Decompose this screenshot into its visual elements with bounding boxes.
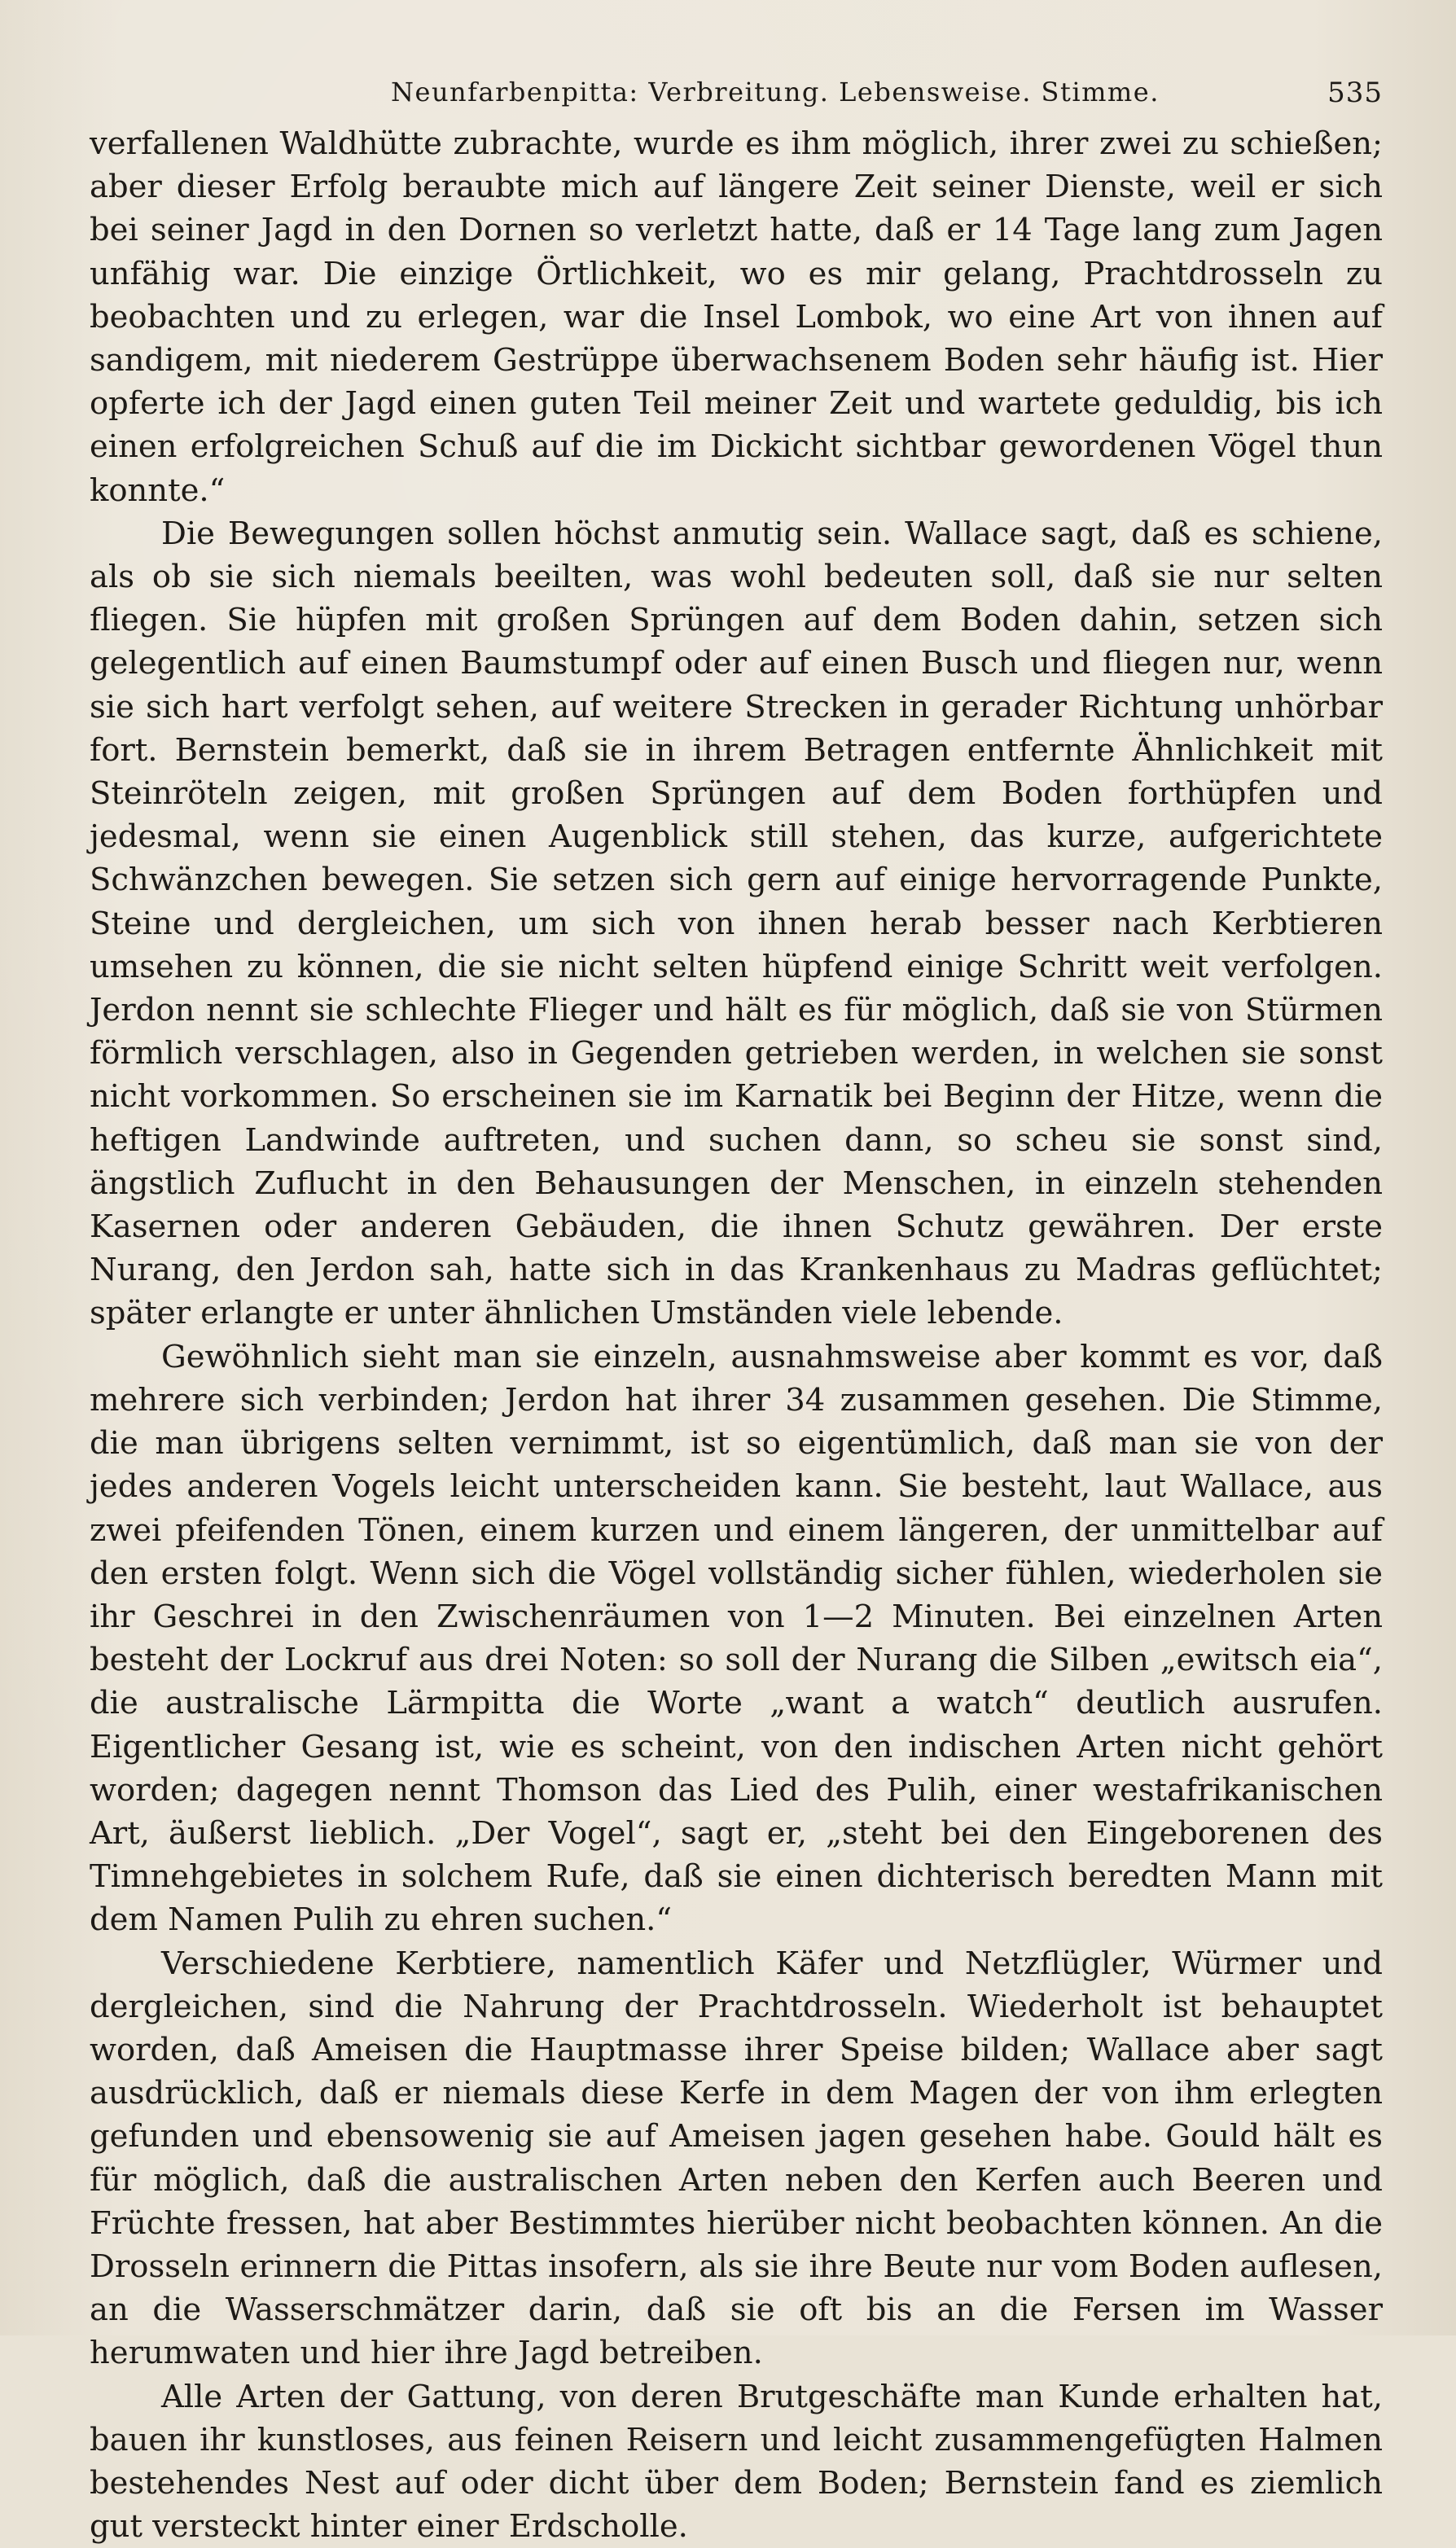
body-text bbox=[90, 122, 1383, 2548]
paragraph-nesting: Alle Arten der Gattung, von deren Brutgeschäfte man Kunde erhalten hat, bauen ihr kunstloses, aus feinen Reisern und leicht zusammengefügten Halmen bestehendes Nest auf oder dicht über dem Boden; Bernstein fand es ziemlich gut versteckt hinter einer Erdscholle. bbox=[90, 2378, 1383, 2546]
page-number: 535 bbox=[1327, 77, 1383, 109]
running-title: Neunfarbenpitta: Verbreitung. Lebensweise. Stimme. bbox=[391, 77, 1160, 107]
paragraph-food: Verschiedene Kerbtiere, namentlich Käfer und Netzflügler, Würmer und dergleichen, sind die Nahrung der Prachtdrosseln. Wiederholt ist behauptet worden, daß Ameisen die Hauptmasse ihrer Speise bilden; Wallace aber sagt ausdrücklich, daß er niemals diese Kerfe in dem Magen der von ihm erlegten gefunden und ebensowenig sie auf Ameisen jagen gesehen habe. Gould hält es für möglich, daß die australischen Arten neben den Kerfen auch Beeren und Früchte fressen, hat aber Bestimmtes hierüber nicht beobachten können. An die Drosseln erinnern die Pittas insofern, als sie ihre Beute nur vom Boden auflesen, an die Wasserschmätzer darin, daß sie oft bis an die Fersen im Wasser herumwaten und hier ihre Jagd betreiben. bbox=[90, 1945, 1383, 2372]
paragraph-hunting-account: verfallenen Waldhütte zubrachte, wurde es ihm möglich, ihrer zwei zu schießen; aber dieser Erfolg beraubte mich auf längere Zeit seiner Dienste, weil er sich bei seiner Jagd in den Dornen so verletzt hatte, daß er 14 Tage lang zum Jagen unfähig war. Die einzige Örtlichkeit, wo es mir gelang, Prachtdrosseln zu beobachten und zu erlegen, war die Insel Lombok, wo eine Art von ihnen auf sandigem, mit niederem Gestrüppe überwachsenem Boden sehr häufig ist. Hier opferte ich der Jagd einen guten Teil meiner Zeit und wartete geduldig, bis ich einen erfolgreichen Schuß auf die im Dickicht sichtbar gewordenen Vögel thun konnte.“ bbox=[90, 125, 1383, 509]
running-header bbox=[90, 65, 1383, 114]
paragraph-voice: Gewöhnlich sieht man sie einzeln, ausnahmsweise aber kommt es vor, daß mehrere sich verbinden; Jerdon hat ihrer 34 zusammen gesehen. Die Stimme, die man übrigens selten vernimmt, ist so eigentümlich, daß man sie von der jedes anderen Vogels leicht unterscheiden kann. Sie besteht, laut Wallace, aus zwei pfeifenden Tönen, einem kurzen und einem längeren, der unmittelbar auf den ersten folgt. Wenn sich die Vögel vollständig sicher fühlen, wiederholen sie ihr Geschrei in den Zwischenräumen von 1—2 Minuten. Bei einzelnen Arten besteht der Lockruf aus drei Noten: so soll der Nurang die Silben „ewitsch eia“, die australische Lärmpitta die Worte „want a watch“ deutlich ausrufen. Eigentlicher Gesang ist, wie es scheint, von den indischen Arten nicht gehört worden; dagegen nennt Thomson das Lied des Pulih, einer westafrikanischen Art, äußerst lieblich. „Der Vogel“, sagt er, „steht bei den Eingeborenen des Timnehgebietes in solchem Rufe, daß sie einen dichterisch beredten Mann mit dem Namen Pulih zu ehren suchen.“ bbox=[90, 1338, 1383, 1939]
paragraph-movements: Die Bewegungen sollen höchst anmutig sein. Wallace sagt, daß es schiene, als ob sie sich niemals beeilten, was wohl bedeuten soll, daß sie nur selten fliegen. Sie hüpfen mit großen Sprüngen auf dem Boden dahin, setzen sich gelegentlich auf einen Baumstumpf oder auf einen Busch und fliegen nur, wenn sie sich hart verfolgt sehen, auf weitere Strecken in gerader Richtung unhörbar fort. Bernstein bemerkt, daß sie in ihrem Betragen entfernte Ähnlichkeit mit Steinröteln zeigen, mit großen Sprüngen auf dem Boden forthüpfen und jedesmal, wenn sie einen Augenblick still stehen, das kurze, aufgerichtete Schwänzchen bewegen. Sie setzen sich gern auf einige hervorragende Punkte, Steine und dergleichen, um sich von ihnen herab besser nach Kerbtieren umsehen zu können, die sie nicht selten hüpfend einige Schritt weit verfolgen. Jerdon nennt sie schlechte Flieger und hält es für möglich, daß sie von Stürmen förmlich verschlagen, also in Gegenden getrieben werden, in welchen sie sonst nicht vorkommen. So erscheinen sie im Karnatik bei Beginn der Hitze, wenn die heftigen Landwinde auftreten, und suchen dann, so scheu sie sonst sind, ängstlich Zuflucht in den Behausungen der Menschen, in einzeln stehenden Kasernen oder anderen Gebäuden, die ihnen Schutz gewähren. Der erste Nurang, den Jerdon sah, hatte sich in das Krankenhaus zu Madras geflüchtet; später erlangte er unter ähnlichen Umständen viele lebende. bbox=[90, 515, 1383, 1332]
